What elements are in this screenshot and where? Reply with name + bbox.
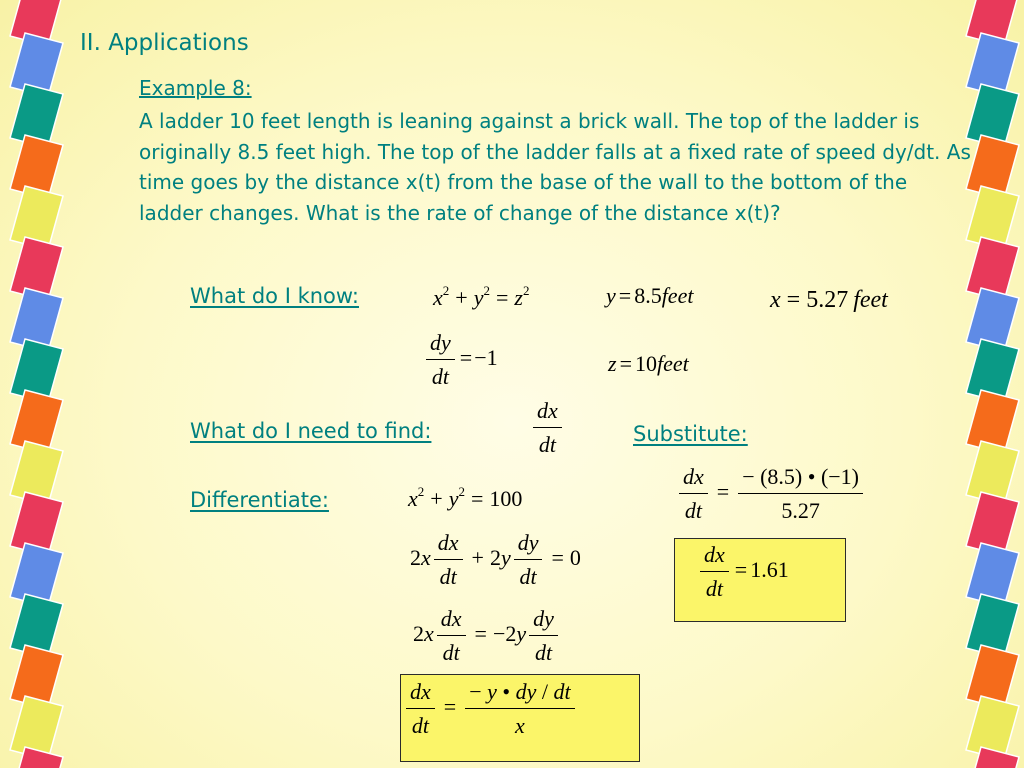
section-heading: II. Applications	[80, 30, 249, 56]
differentiate-label: Differentiate:	[190, 488, 329, 512]
x-value-equation: x = 5.27 feet	[770, 287, 888, 313]
answer-equation: $\frac{dx}{dt}$ = 1.61	[697, 544, 789, 600]
y-value-equation: y = 8.5feet	[606, 283, 694, 308]
solved-formula: $\frac{dx}{dt}$ = $\frac{- y • dy / dt}{x}$	[403, 681, 578, 737]
pythagorean-equation: $x^2 + y^2 = z^2$	[433, 283, 530, 310]
what-do-i-know-label: What do I know:	[190, 284, 359, 308]
substitute-label: Substitute:	[633, 422, 748, 446]
dy-dt-equation: $\frac{dy}{dt}$ =−1	[423, 332, 498, 388]
problem-statement: A ladder 10 feet length is leaning against a brick wall. The top of the ladder is originally 8.5 feet high. The top of the ladder falls at a fixed rate of speed dy/dt. As time goes by the distance x(t) from the base of the wall to the bottom of the ladder changes. What is the rate of change of the distance x(t)?	[139, 109, 971, 225]
z-value-equation: z = 10feet	[608, 351, 689, 376]
substitution-equation: $\frac{dx}{dt}$ = $\frac{- (8.5) • (-1)}{5.27}$	[676, 466, 866, 522]
derivative-equation: 2x $\frac{dx}{dt}$ + 2y $\frac{dy}{dt}$ = 0	[410, 530, 581, 589]
what-do-i-need-to-find-label: What do I need to find:	[190, 419, 432, 443]
example-label: Example 8:	[139, 76, 252, 100]
rearranged-equation: 2x $\frac{dx}{dt}$ = −2y $\frac{dy}{dt}$	[413, 608, 561, 664]
dx-dt-target: $\frac{dx}{dt}$	[530, 400, 565, 456]
equation-x2-y2-100: $x^2 + y^2 = 100$	[408, 484, 523, 511]
